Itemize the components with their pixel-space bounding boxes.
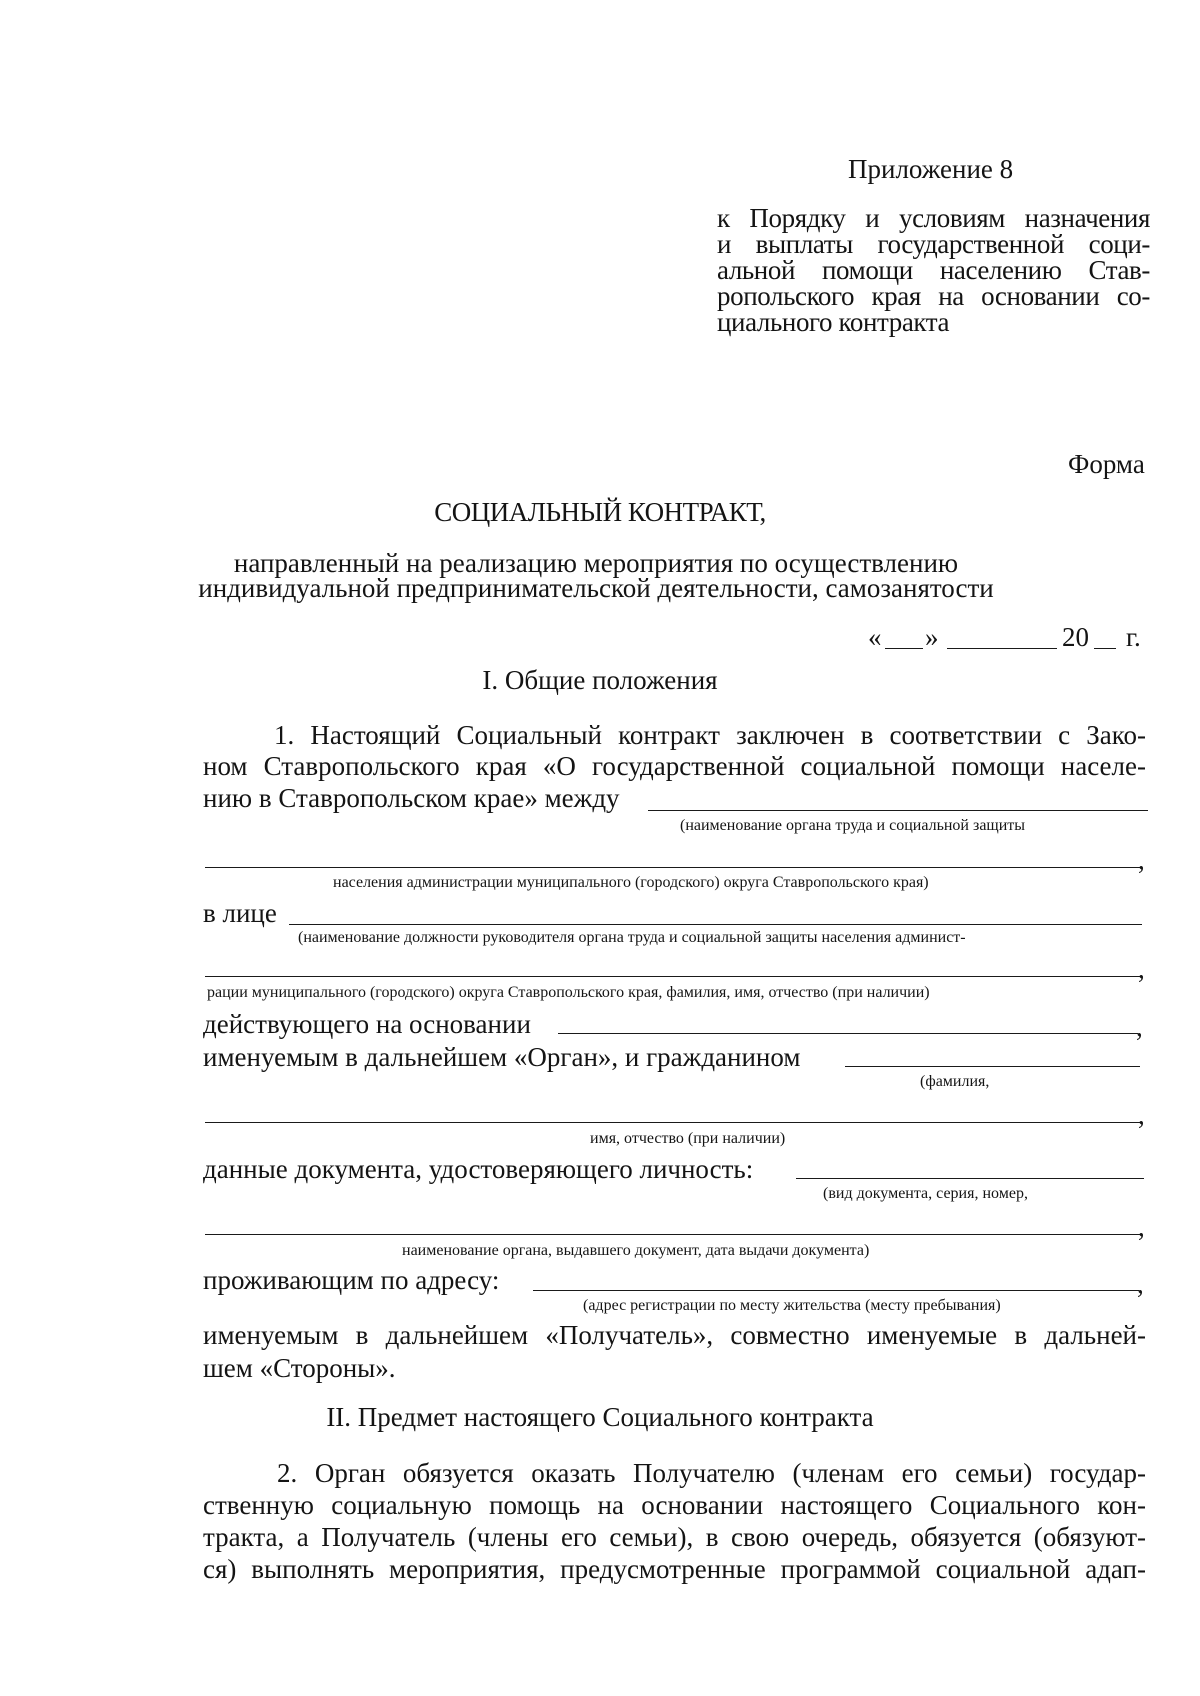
head-name-blank-2[interactable] [205,976,1140,977]
comma: , [1137,1269,1144,1299]
day-blank[interactable] [885,648,923,649]
appendix-number: Приложение 8 [848,154,1014,184]
address-blank[interactable] [533,1290,1139,1291]
field-caption: (вид документа, серия, номер, [823,1185,1028,1202]
subtitle-line: индивидуальной предпринимательской деятельности, самозанятости [198,573,994,603]
acting-basis-blank[interactable] [558,1033,1138,1034]
field-caption: населения администрации муниципального (городского) округа Ставропольского края) [333,874,929,891]
paragraph-line: именуемым в дальнейшем «Получатель», совместно именуемые в дальней- [203,1320,1146,1350]
head-name-blank[interactable] [289,924,1142,925]
comma: , [1138,1100,1145,1130]
appendix-ref-line: и выплаты государственной соци- [717,229,1150,259]
date-close-quote: » [925,622,939,652]
appendix-ref-line: к Порядку и условиям назначения [717,203,1150,233]
field-caption: (адрес регистрации по месту жительства (месту пребывания) [583,1297,1001,1314]
paragraph-line: ся) выполнять мероприятия, предусмотренные программой социальной адап- [203,1554,1146,1584]
comma: , [1136,1012,1143,1042]
id-document-blank-2[interactable] [205,1234,1140,1235]
appendix-ref-line: альной помощи населению Став- [717,255,1150,285]
section-heading: II. Предмет настоящего Социального контракта [326,1402,874,1432]
year-suffix: г. [1126,622,1141,652]
field-caption: наименование органа, выдавшего документ, дата выдачи документа) [402,1242,870,1259]
paragraph-line: 1. Настоящий Социальный контракт заключен в соответствии с Зако- [274,720,1146,750]
field-caption: имя, отчество (при наличии) [590,1130,786,1147]
month-blank[interactable] [947,648,1057,649]
paragraph-line: 2. Орган обязуется оказать Получателю (членам его семьи) государ- [277,1458,1146,1488]
appendix-ref-line: циального контракта [717,307,950,337]
acting-basis-label: действующего на основании [203,1009,531,1039]
year-prefix: 20 [1062,622,1089,652]
date-open-quote: « [868,622,882,652]
field-caption: рации муниципального (городского) округа Ставропольского края, фамилия, имя, отчество (при наличии) [207,984,930,1001]
section-heading: I. Общие положения [482,665,718,695]
field-caption: (наименование должности руководителя органа труда и социальной защиты населения админист- [298,929,966,946]
in-person-label: в лице [203,898,277,928]
paragraph-line: ном Ставропольского края «О государственной социальной помощи населе- [203,751,1146,781]
paragraph-line: нию в Ставропольском крае» между [203,783,620,813]
comma: , [1138,1212,1145,1242]
address-label: проживающим по адресу: [203,1265,500,1295]
id-document-blank[interactable] [796,1178,1144,1179]
named-organ-text: именуемым в дальнейшем «Орган», и гражданином [203,1042,801,1072]
organ-name-blank[interactable] [648,810,1148,811]
paragraph-line: тракта, а Получатель (члены его семьи), в свою очередь, обязуется (обязуют- [203,1522,1146,1552]
paragraph-line: ственную социальную помощь на основании настоящего Социального кон- [203,1490,1146,1520]
field-caption: (фамилия, [920,1073,990,1090]
id-document-label: данные документа, удостоверяющего личность: [203,1154,754,1184]
subtitle-line: направленный на реализацию мероприятия по осуществлению [233,548,959,578]
document-title: СОЦИАЛЬНЫЙ КОНТРАКТ, [434,497,766,527]
comma: , [1138,954,1145,984]
paragraph-line: шем «Стороны». [203,1353,396,1383]
citizen-name-blank-2[interactable] [205,1122,1140,1123]
form-label: Форма [1068,449,1145,479]
year-blank[interactable] [1094,648,1116,649]
comma: , [1138,845,1145,875]
appendix-ref-line: ропольского края на основании со- [717,281,1150,311]
organ-name-blank-2[interactable] [205,867,1140,868]
citizen-name-blank[interactable] [845,1066,1140,1067]
field-caption: (наименование органа труда и социальной защиты [680,817,1026,834]
